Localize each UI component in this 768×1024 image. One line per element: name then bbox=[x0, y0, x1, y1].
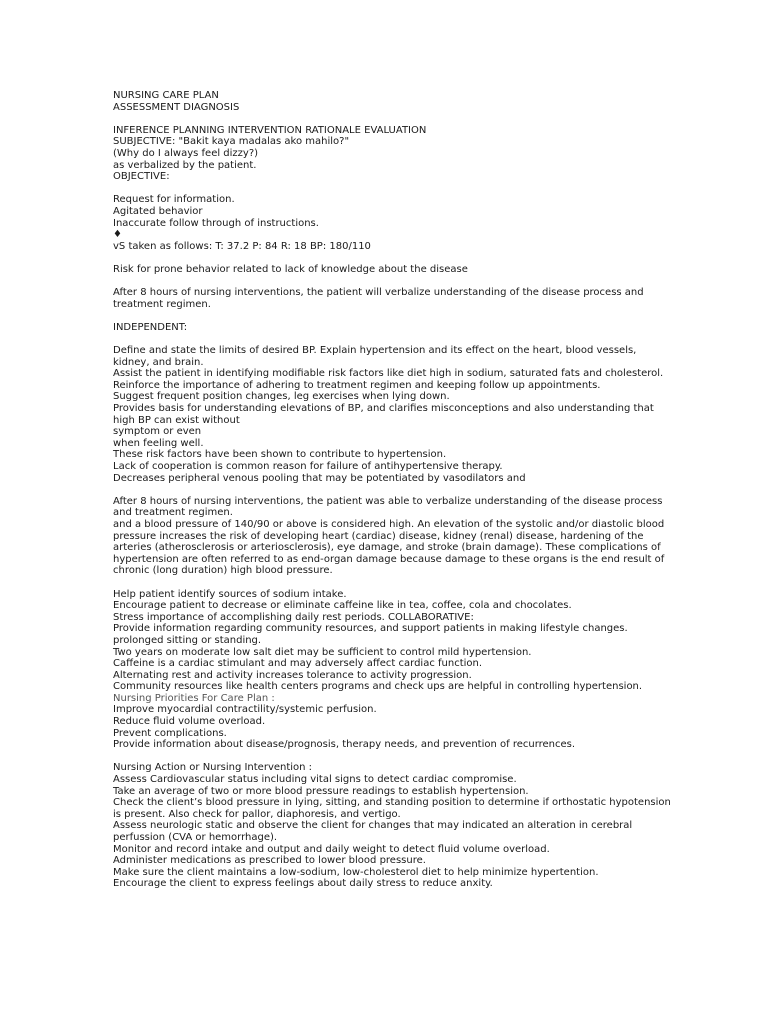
objective-item: Request for information. bbox=[113, 194, 235, 206]
spacer bbox=[113, 252, 683, 264]
intervention-line: Help patient identify sources of sodium intake. bbox=[113, 588, 347, 600]
nursing-action-item: is present. Also check for pallor, diaphoresis, and vertigo. bbox=[113, 808, 401, 820]
nursing-action-item: Check the client’s blood pressure in lying, sitting, and standing position to determine if orthostatic hypotension bbox=[113, 797, 671, 809]
spacer bbox=[113, 183, 683, 195]
nursing-action-item: Encourage the client to express feelings about daily stress to reduce anxity. bbox=[113, 878, 493, 890]
subjective-source: as verbalized by the patient. bbox=[113, 159, 257, 171]
spacer bbox=[113, 577, 683, 589]
rationale-line: when feeling well. bbox=[113, 437, 204, 449]
nursing-action-item: Monitor and record intake and output and daily weight to detect fluid volume overload. bbox=[113, 843, 550, 855]
subjective-line: SUBJECTIVE: "Bakit kaya madalas ako mahilo?" bbox=[113, 136, 350, 148]
rationale-line: Lack of cooperation is common reason for failure of antihypertensive therapy. bbox=[113, 461, 503, 472]
nursing-action-item: Make sure the client maintains a low-sodium, low-cholesterol diet to help minimize hypertention. bbox=[113, 866, 599, 878]
rationale-line: Provides basis for understanding elevations of BP, and clarifies misconceptions and also understanding that bbox=[113, 403, 654, 415]
evaluation-line: hypertension are often referred to as end-organ damage because damage to these organs is the end result of bbox=[113, 553, 665, 565]
nursing-action-item: Take an average of two or more blood pressure readings to establish hypertension. bbox=[113, 785, 529, 797]
document-title: NURSING CARE PLAN bbox=[113, 90, 219, 101]
intervention-line: Provide information regarding community resources, and support patients in making lifestyle changes. bbox=[113, 623, 628, 635]
independent-heading: INDEPENDENT: bbox=[113, 321, 188, 333]
planning-text: treatment regimen. bbox=[113, 298, 211, 310]
subjective-translation: (Why do I always feel dizzy?) bbox=[113, 147, 259, 159]
priority-item: Improve myocardial contractility/systemic perfusion. bbox=[113, 704, 377, 716]
nursing-action-item: perfussion (CVA or hemorrhage). bbox=[113, 832, 278, 843]
collaborative-line: Stress importance of accomplishing daily rest periods. COLLABORATIVE: bbox=[113, 611, 474, 623]
rationale-line: These risk factors have been shown to contribute to hypertension. bbox=[113, 449, 447, 461]
intervention-line: Suggest frequent position changes, leg exercises when lying down. bbox=[113, 391, 450, 403]
spacer bbox=[113, 484, 683, 496]
document-subtitle: ASSESSMENT DIAGNOSIS bbox=[113, 101, 240, 113]
intervention-line: Encourage patient to decrease or eliminate caffeine like in tea, coffee, cola and chocolates. bbox=[113, 600, 572, 612]
spacer bbox=[113, 113, 683, 125]
evaluation-line: and treatment regimen. bbox=[113, 507, 233, 519]
nursing-action-item: Administer medications as prescribed to lower blood pressure. bbox=[113, 855, 426, 867]
rationale-line: Alternating rest and activity increases tolerance to activity progression. bbox=[113, 669, 472, 681]
evaluation-line: After 8 hours of nursing interventions, the patient was able to verbalize understanding of the disease process bbox=[113, 495, 663, 507]
rationale-line: Community resources like health centers programs and check ups are helpful in controlling hypertension. bbox=[113, 681, 643, 693]
nursing-action-item: Assess neurologic static and observe the client for changes that may indicated an alteration in cerebral bbox=[113, 820, 633, 832]
evaluation-line: pressure increases the risk of developing heart (cardiac) disease, kidney (renal) disease, hardening of the bbox=[113, 530, 644, 542]
planning-text: After 8 hours of nursing interventions, the patient will verbalize understanding of the disease process and bbox=[113, 287, 644, 299]
rationale-line: symptom or even bbox=[113, 426, 202, 438]
evaluation-line: arteries (atherosclerosis or arteriosclerosis), eye damage, and stroke (brain damage). These complications of bbox=[113, 542, 661, 554]
rationale-line: prolonged sitting or standing. bbox=[113, 634, 262, 646]
priority-item: Reduce fluid volume overload. bbox=[113, 716, 266, 728]
evaluation-line: chronic (long duration) high blood pressure. bbox=[113, 565, 333, 577]
rationale-line: Two years on moderate low salt diet may be sufficient to control mild hypertension. bbox=[113, 646, 532, 658]
objective-item: Inaccurate follow through of instructions. bbox=[113, 217, 319, 229]
objective-item: Agitated behavior bbox=[113, 205, 203, 217]
spacer bbox=[113, 333, 683, 345]
spacer bbox=[113, 310, 683, 322]
rationale-line: Decreases peripheral venous pooling that may be potentiated by vasodilators and bbox=[113, 472, 526, 484]
spacer bbox=[113, 751, 683, 763]
priorities-heading: Nursing Priorities For Care Plan : bbox=[113, 692, 275, 704]
intervention-line: kidney, and brain. bbox=[113, 356, 204, 368]
objective-heading: OBJECTIVE: bbox=[113, 171, 170, 183]
nursing-action-item: Assess Cardiovascular status including vital signs to detect cardiac compromise. bbox=[113, 774, 517, 786]
spacer bbox=[113, 276, 683, 288]
intervention-line: Assist the patient in identifying modifiable risk factors like diet high in sodium, saturated fats and cholesterol. bbox=[113, 368, 664, 380]
document-page bbox=[113, 90, 683, 890]
rationale-line: Caffeine is a cardiac stimulant and may adversely affect cardiac function. bbox=[113, 658, 483, 670]
vital-signs-line: vS taken as follows: T: 37.2 P: 84 R: 18 BP: 180/110 bbox=[113, 240, 371, 252]
rationale-line: high BP can exist without bbox=[113, 414, 240, 426]
column-headers: INFERENCE PLANNING INTERVENTION RATIONALE EVALUATION bbox=[113, 124, 427, 136]
priority-item: Provide information about disease/prognosis, therapy needs, and prevention of recurrences. bbox=[113, 739, 576, 751]
nursing-action-heading: Nursing Action or Nursing Intervention : bbox=[113, 762, 313, 774]
evaluation-line: and a blood pressure of 140/90 or above is considered high. An elevation of the systolic and/or diastolic blood bbox=[113, 518, 665, 530]
priority-item: Prevent complications. bbox=[113, 727, 227, 739]
intervention-line: Define and state the limits of desired BP. Explain hypertension and its effect on the heart, blood vessels, bbox=[113, 345, 637, 357]
nursing-diagnosis: Risk for prone behavior related to lack of knowledge about the disease bbox=[113, 263, 468, 275]
intervention-line: Reinforce the importance of adhering to treatment regimen and keeping follow up appointments. bbox=[113, 379, 601, 391]
bullet-glyph: ♦ bbox=[113, 229, 122, 241]
